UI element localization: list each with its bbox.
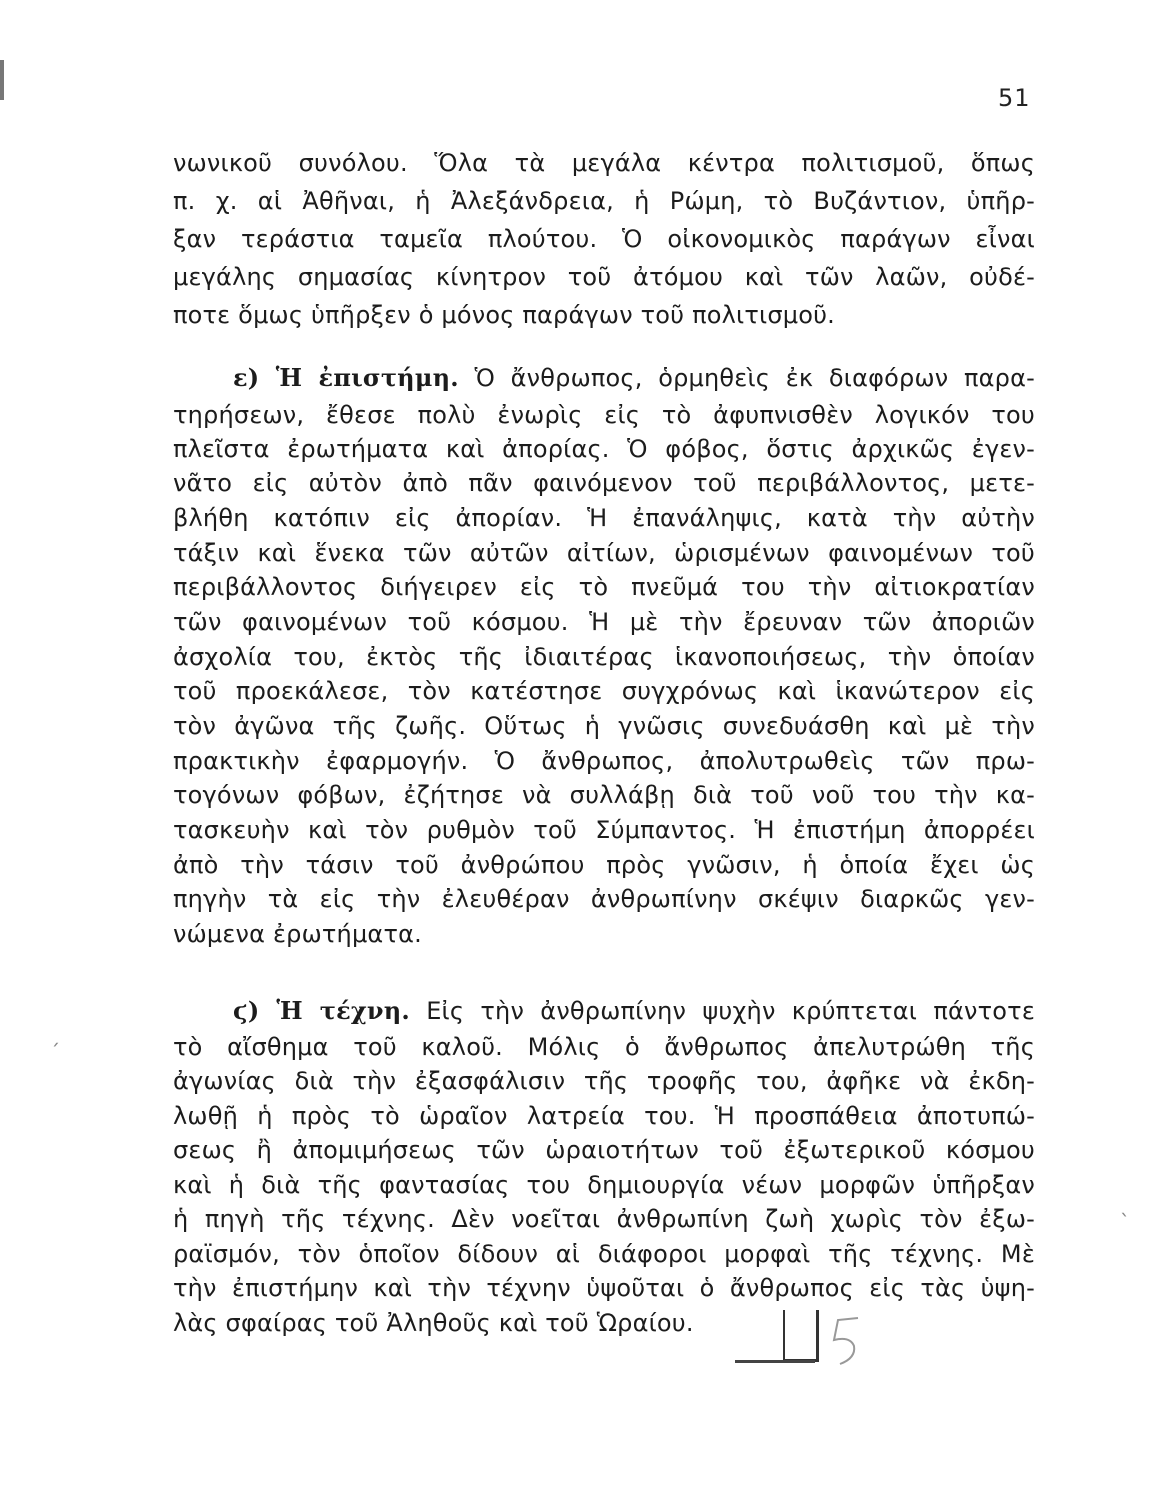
text-line: σεως ἢ ἀπομιμήσεως τῶν ὡραιοτήτων τοῦ ἐξωτερικοῦ κόσμου [173, 1136, 1035, 1164]
section-first-line-text: Εἰς τὴν ἀνθρωπίνην ψυχὴν κρύπτεται πάντοτε [426, 997, 1035, 1025]
text-line: ἡ πηγὴ τῆς τέχνης. Δὲν νοεῖται ἀνθρωπίνη ζωὴ χωρὶς τὸν ἐξω- [173, 1205, 1035, 1233]
text-line: ἀγωνίας διὰ τὴν ἐξασφάλισιν τῆς τροφῆς του, ἀφῆκε νὰ ἐκδη- [173, 1067, 1035, 1095]
margin-speck: ˊ [50, 1040, 60, 1064]
margin-speck: ˋ [1120, 1210, 1130, 1234]
text-line: λὰς σφαίρας τοῦ Ἀληθοῦς καὶ τοῦ Ὡραίου. [173, 1309, 694, 1337]
text-line: τὸν ἀγῶνα τῆς ζωῆς. Οὕτως ἡ γνῶσις συνεδυάσθη καὶ μὲ τὴν [173, 712, 1035, 740]
text-line: νώμενα ἐρωτήματα. [173, 920, 422, 948]
text-line: τὴν ἐπιστήμην καὶ τὴν τέχνην ὑψοῦται ὁ ἄνθρωπος εἰς τὰς ὑψη- [173, 1274, 1035, 1302]
text-line: πηγὴν τὰ εἰς τὴν ἐλευθέραν ἀνθρωπίνην σκέψιν διαρκῶς γεν- [173, 885, 1035, 913]
page-number: 51 [998, 84, 1031, 112]
text-line: ἀπὸ τὴν τάσιν τοῦ ἀνθρώπου πρὸς γνῶσιν, ἡ ὁποία ἔχει ὡς [173, 851, 1035, 879]
section-first-line [233, 360, 1035, 396]
text-line: τάξιν καὶ ἕνεκα τῶν αὐτῶν αἰτίων, ὡρισμένων φαινομένων τοῦ [173, 539, 1035, 567]
scan-edge-mark [0, 60, 4, 100]
text-line: τηρήσεων, ἔθεσε πολὺ ἐνωρὶς εἰς τὸ ἀφυπνισθὲν λογικόν του [173, 401, 1035, 429]
text-line: τογόνων φόβων, ἐζήτησε νὰ συλλάβῃ διὰ τοῦ νοῦ του τὴν κα- [173, 781, 1035, 809]
section-first-line [233, 993, 1035, 1029]
text-line: μεγάλης σημασίας κίνητρον τοῦ ἀτόμου καὶ τῶν λαῶν, οὐδέ- [173, 263, 1035, 291]
text-line: ἀσχολία του, ἐκτὸς τῆς ἰδιαιτέρας ἱκανοποιήσεως, τὴν ὁποίαν [173, 643, 1035, 671]
handwritten-underline-mark [735, 1360, 815, 1363]
text-line: νωνικοῦ συνόλου. Ὅλα τὰ μεγάλα κέντρα πολιτισμοῦ, ὅπως [173, 149, 1035, 177]
text-line: πρακτικὴν ἐφαρμογήν. Ὁ ἄνθρωπος, ἀπολυτρωθεὶς τῶν πρω- [173, 747, 1035, 775]
text-line: περιβάλλοντος διήγειρεν εἰς τὸ πνεῦμά του τὴν αἰτιοκρατίαν [173, 573, 1035, 601]
text-line: νᾶτο εἰς αὐτὸν ἀπὸ πᾶν φαινόμενον τοῦ περιβάλλοντος, μετε- [173, 469, 1035, 497]
section-first-line-text: Ὁ ἄνθρωπος, ὁρμηθεὶς ἐκ διαφόρων παρα- [474, 364, 1035, 392]
section-heading-episteme: ε) Ἡ ἐπιστήμη. [233, 363, 459, 392]
text-line: ποτε ὅμως ὑπῆρξεν ὁ μόνος παράγων τοῦ πολιτισμοῦ. [173, 301, 836, 329]
text-line: πλεῖστα ἐρωτήματα καὶ ἀπορίας. Ὁ φόβος, ὅστις ἀρχικῶς ἐγεν- [173, 435, 1035, 463]
handwritten-bracket-mark [783, 1310, 819, 1362]
text-line: καὶ ἡ διὰ τῆς φαντασίας του δημιουργία νέων μορφῶν ὑπῆρξαν [173, 1171, 1035, 1199]
text-line: τοῦ προεκάλεσε, τὸν κατέστησε συγχρόνως καὶ ἱκανώτερον εἰς [173, 677, 1035, 705]
pencil-squiggle-mark [820, 1310, 880, 1370]
text-line: λωθῇ ἡ πρὸς τὸ ὡραῖον λατρεία του. Ἡ προσπάθεια ἀποτυπώ- [173, 1102, 1035, 1130]
section-heading-techni: ϛ) Ἡ τέχνη. [233, 996, 410, 1025]
text-line: π. χ. αἱ Ἀθῆναι, ἡ Ἀλεξάνδρεια, ἡ Ρώμη, τὸ Βυζάντιον, ὑπῆρ- [173, 187, 1035, 215]
text-line: τῶν φαινομένων τοῦ κόσμου. Ἡ μὲ τὴν ἔρευναν τῶν ἀποριῶν [173, 608, 1035, 636]
text-line: τὸ αἴσθημα τοῦ καλοῦ. Μόλις ὁ ἄνθρωπος ἀπελυτρώθη τῆς [173, 1033, 1035, 1061]
text-line: βλήθη κατόπιν εἰς ἀπορίαν. Ἡ ἐπανάληψις, κατὰ τὴν αὐτὴν [173, 504, 1035, 532]
text-line: τασκευὴν καὶ τὸν ρυθμὸν τοῦ Σύμπαντος. Ἡ ἐπιστήμη ἀπορρέει [173, 816, 1035, 844]
text-line: ξαν τεράστια ταμεῖα πλούτου. Ὁ οἰκονομικὸς παράγων εἶναι [173, 225, 1035, 253]
text-line: ραϊσμόν, τὸν ὁποῖον δίδουν αἱ διάφοροι μορφαὶ τῆς τέχνης. Μὲ [173, 1240, 1035, 1268]
